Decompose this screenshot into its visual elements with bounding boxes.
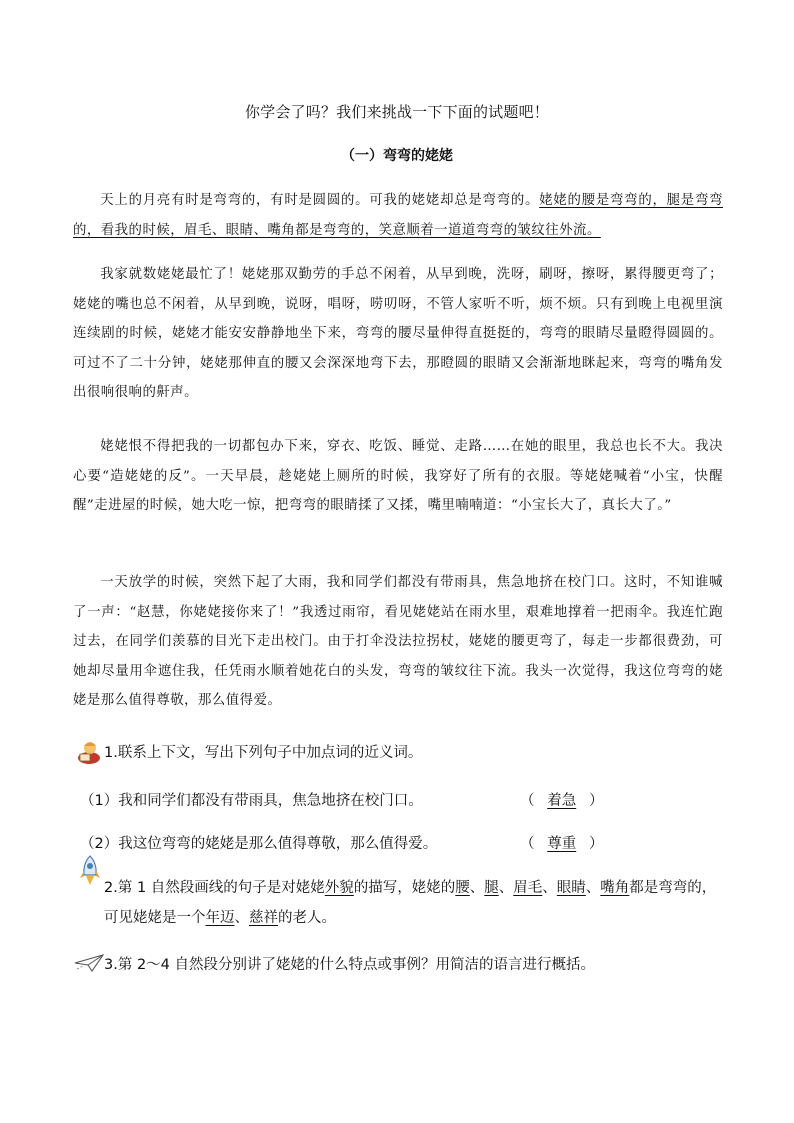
rocket-icon	[79, 855, 101, 891]
answer-1: 着急	[547, 793, 577, 809]
paren-close: ）	[588, 793, 604, 809]
question-1-item-2-text: （2）我这位弯弯的姥姥是那么值得尊敬，那么值得爱。	[80, 836, 438, 852]
underlined-sentence: 姥姥的腰是弯弯的，腿是弯弯的，看我的时候，眉毛、眼睛、嘴角都是弯弯的，笑意顺着一道道弯弯的皱纹往外流。	[73, 193, 724, 238]
paragraph-1	[73, 186, 723, 245]
intro-line: 你学会了吗？我们来挑战一下下面的试题吧！	[244, 103, 549, 121]
question-1-item-2-answer-box	[520, 832, 603, 853]
q2-answer-eyebrows: 眉毛	[513, 880, 543, 896]
question-1-item-1-answer-box	[520, 789, 603, 810]
question-1-item-1-text: （1）我和同学们都没有带雨具，焦急地挤在校门口。	[80, 793, 423, 809]
paragraph-4	[73, 568, 723, 716]
q2-separator: 、	[585, 880, 601, 896]
paper-plane-icon	[74, 953, 104, 977]
paragraph-3-text: 姥姥恨不得把我的一切都包办下来，穿衣、吃饭、睡觉、走路……在她的眼里，我总也长不大。我决心要“造姥姥的反”。一天早晨，趁姥姥上厕所的时候，我穿好了所有的衣服。等姥姥喊着“小宝，快醒醒”走进屋的时候，她大吃一惊，把弯弯的眼睛揉了又揉，嘴里喃喃道：“小宝长大了，真长大了。”	[73, 439, 723, 513]
q2-answer-eyes: 眼睛	[556, 880, 586, 896]
paragraph-1-text: 天上的月亮有时是弯弯的，有时是圆圆的。可我的姥姥却总是弯弯的。	[100, 193, 540, 208]
q2-text: 2.第 1 自然段画线的句子是对姥姥	[104, 880, 325, 896]
paragraph-4-text: 一天放学的时候，突然下起了大雨，我和同学们都没有带雨具，焦急地挤在校门口。这时，不知谁喊了一声：“赵慧，你姥姥接你来了！”我透过雨帘，看见姥姥站在雨水里，艰难地撑着一把雨伞。我连忙跑过去，在同学们羡慕的目光下走出校门。由于打伞没法拉拐杖，姥姥的腰更弯了，每走一步都很费劲，可她却尽量用伞遮住我，任凭雨水顺着她花白的头发，弯弯的皱纹往下流。我头一次觉得，我这位弯弯的姥姥是那么值得尊敬，那么值得爱。	[73, 575, 723, 708]
question-1-item-2	[80, 832, 720, 853]
paren-open: （	[520, 836, 535, 852]
question-1-item-1	[80, 789, 720, 810]
q2-text: 都是弯弯的，可见姥姥是一个	[104, 880, 717, 926]
reading-character-icon	[76, 739, 104, 769]
q2-answer-kind: 慈祥	[249, 910, 278, 926]
paragraph-2-text: 我家就数姥姥最忙了！姥姥那双勤劳的手总不闲着，从早到晚，洗呀，刷呀，擦呀，累得腰更弯了；姥姥的嘴也总不闲着，从早到晚，说呀，唱呀，唠叨呀，不管人家听不听，烦不烦。只有到晚上电视里演连续剧的时候，姥姥才能安安静静地坐下来，弯弯的腰尽量伸得直挺挺的，弯弯的眼睛尽量瞪得圆圆的。可过不了二十分钟，姥姥那伸直的腰又会深深地弯下去，那瞪圆的眼睛又会渐渐地眯起来，弯弯的嘴角发出很响很响的鼾声。	[73, 267, 723, 400]
paragraph-2	[73, 260, 723, 408]
q2-answer-mouth: 嘴角	[600, 880, 630, 896]
question-2	[104, 873, 729, 933]
q2-answer-legs: 腿	[484, 880, 499, 896]
q2-text: 的老人。	[278, 910, 336, 926]
q2-text: 的描写，姥姥的	[353, 880, 456, 896]
q2-separator: 、	[234, 910, 249, 926]
paren-close: ）	[588, 836, 604, 852]
paragraph-3	[73, 432, 723, 521]
q2-answer-appearance: 外貌	[324, 880, 354, 896]
q2-answer-aged: 年迈	[205, 910, 235, 926]
q2-separator: 、	[542, 880, 557, 896]
paren-open: （	[520, 793, 535, 809]
q2-answer-waist: 腰	[455, 880, 470, 896]
passage-title: （一）弯弯的姥姥	[341, 148, 453, 164]
question-3-title: 3.第 2～4 自然段分别讲了姥姥的什么特点或事例？用简洁的语言进行概括。	[104, 957, 596, 973]
question-1-title: 1.联系上下文，写出下列句子中加点词的近义词。	[104, 745, 423, 761]
q2-separator: 、	[498, 880, 514, 896]
q2-separator: 、	[469, 880, 485, 896]
answer-2: 尊重	[547, 836, 577, 852]
